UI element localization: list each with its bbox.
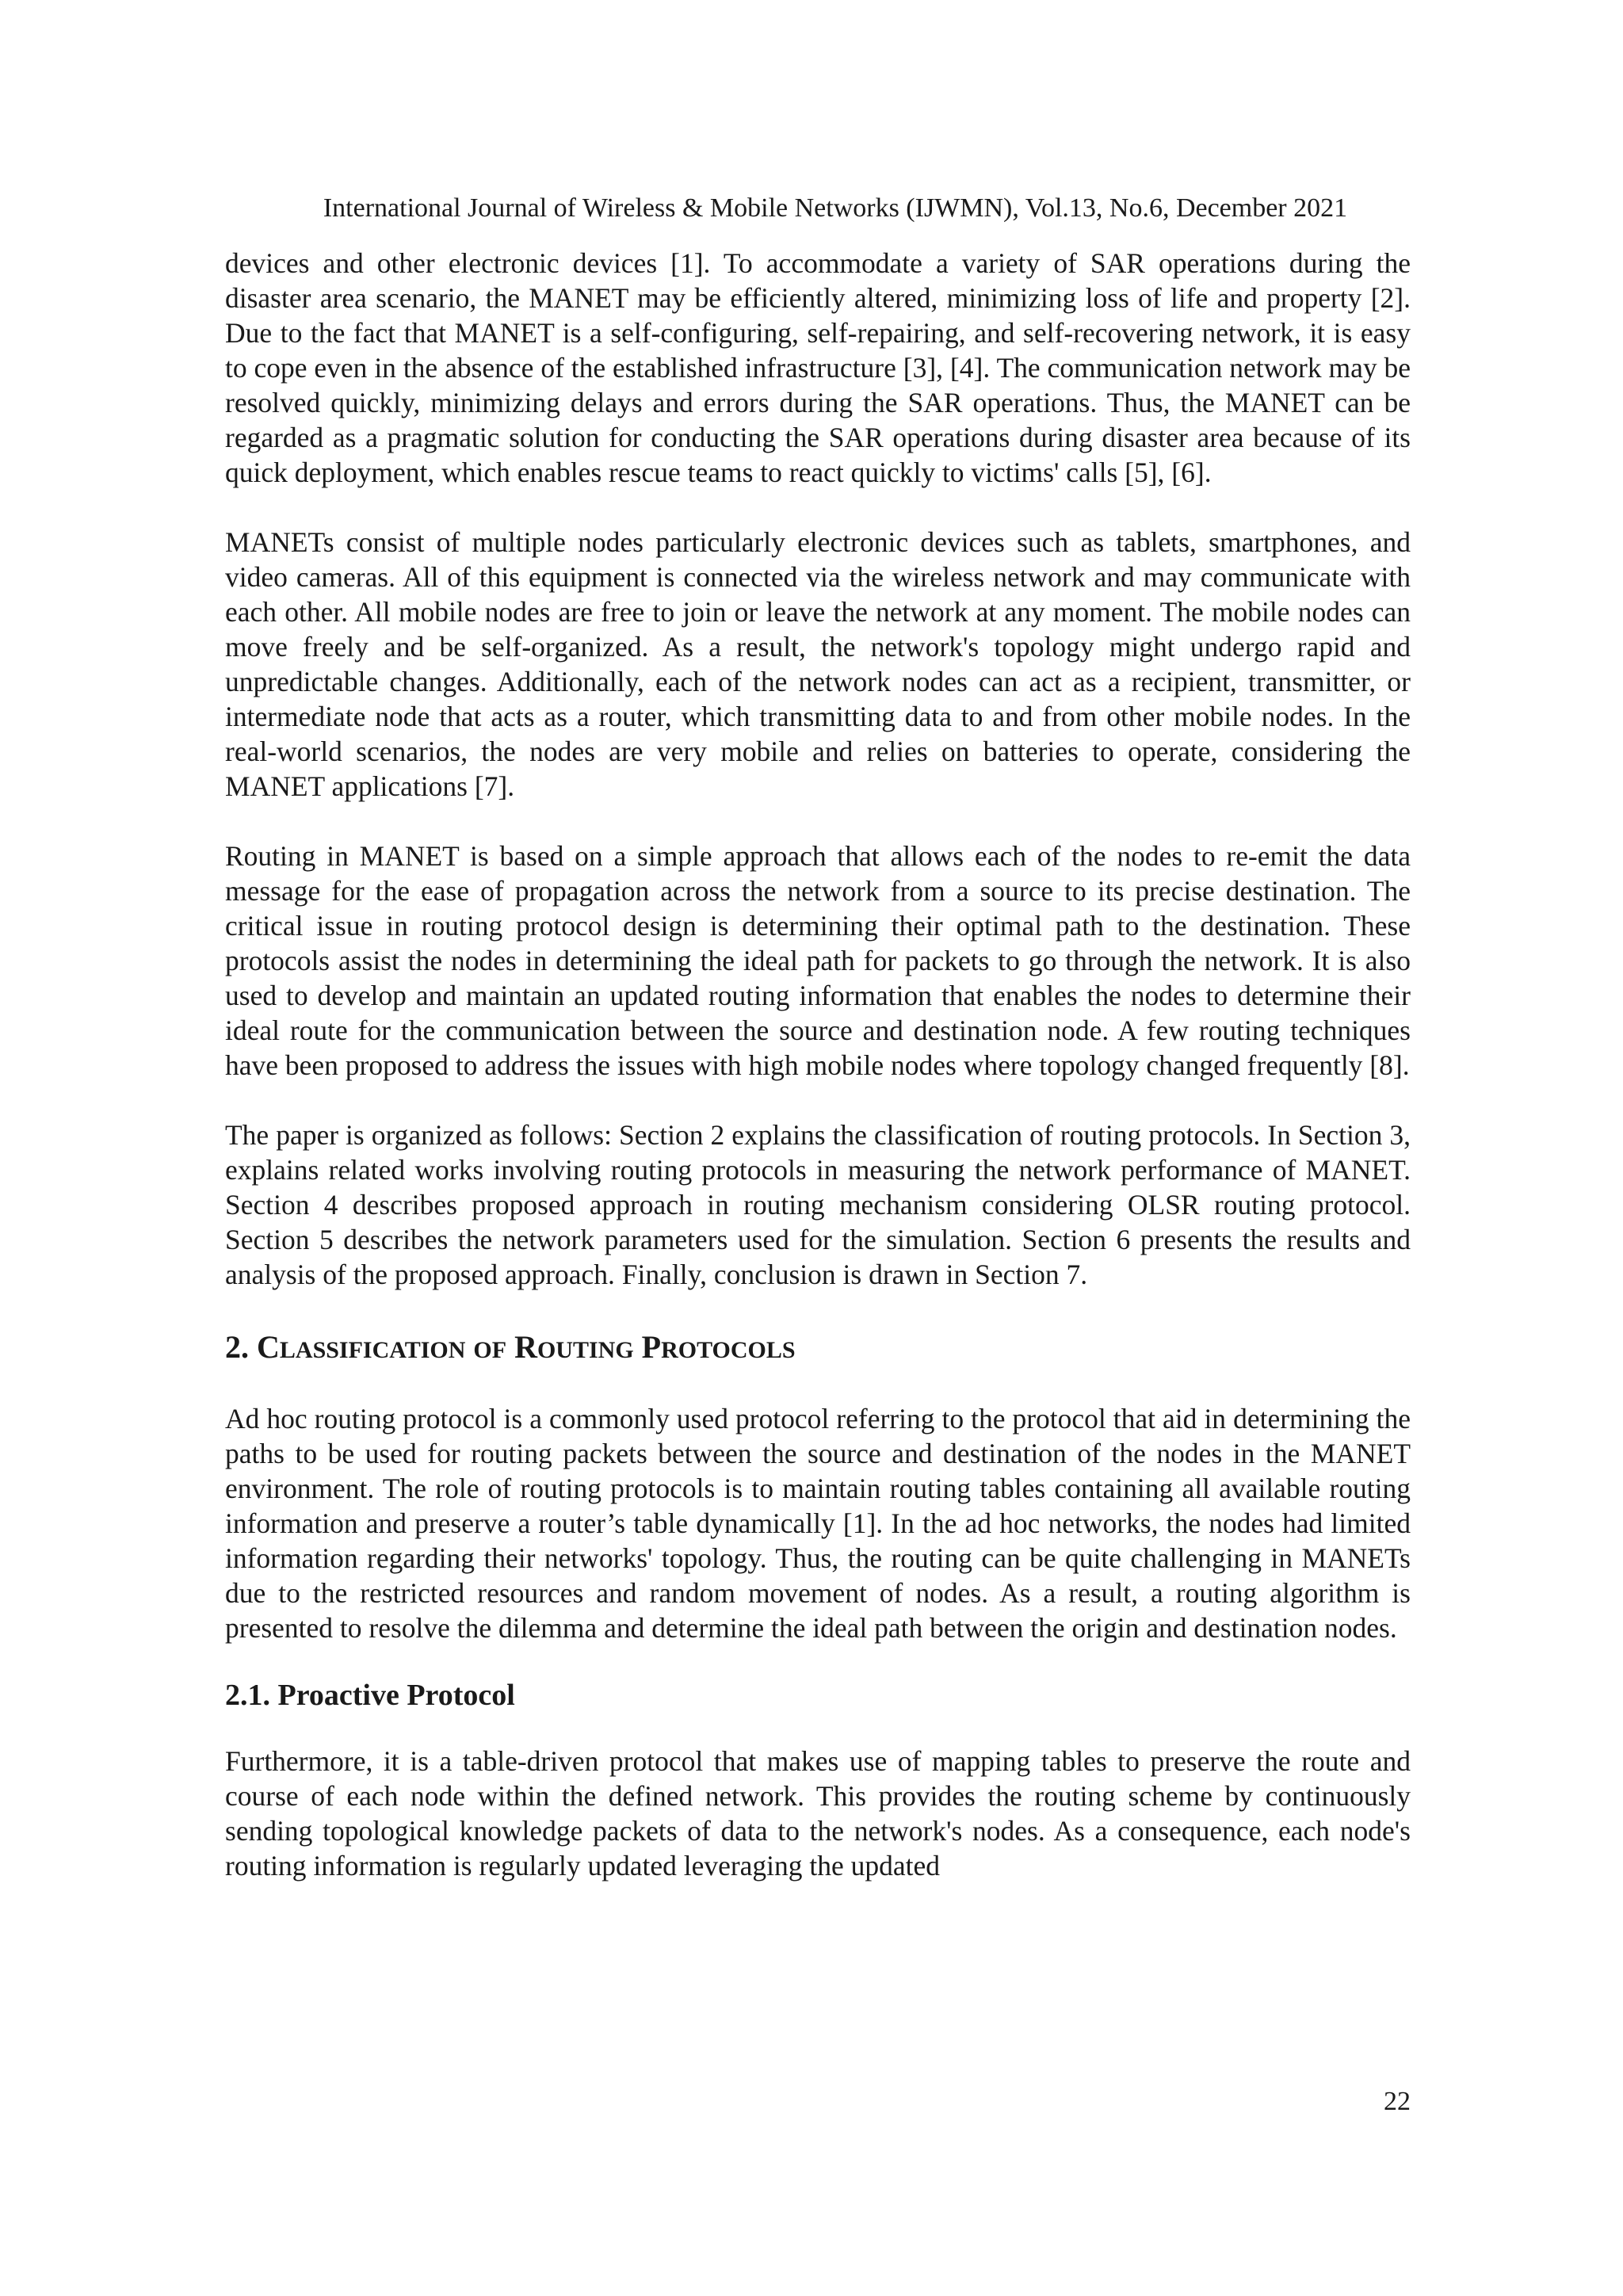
section-title-word-3-initial: R [514,1329,537,1365]
section-title-word-4-rest: ROTOCOLS [661,1337,796,1363]
running-header: International Journal of Wireless & Mobile Networks (IJWMN), Vol.13, No.6, December 2021 [323,193,1348,223]
section-title-word-1-rest: LASSIFICATION [279,1337,466,1363]
paragraph-paper-organization: The paper is organized as follows: Section 2 explains the classification of routing protocols. In Section 3, explains related works involving routing protocols in measuring the network performance of MANET. Section 4 describes proposed approach in routing mechanism considering OLSR routing protocol. Section 5 describes the network parameters used for the simulation. Section 6 presents the results and analysis of the proposed approach. Finally, conclusion is drawn in Section 7. [225,1119,1411,1290]
section-title-word-4-initial: P [641,1329,662,1365]
paragraph-sar-operations: devices and other electronic devices [1]. To accommodate a variety of SAR operations during the disaster area scenario, the MANET may be efficiently altered, minimizing loss of life and property [2]. Due to the fact that MANET is a self-configuring, self-repairing, and self-recovering network, it is easy to cope even in the absence of the established infrastructure [3], [4]. The communication network may be resolved quickly, minimizing delays and errors during the SAR operations. Thus, the MANET can be regarded as a pragmatic solution for conducting the SAR operations during disaster area because of its quick deployment, which enables rescue teams to react quickly to victims' calls [5], [6]. [225,247,1411,488]
paragraph-manet-nodes: MANETs consist of multiple nodes particularly electronic devices such as tablets, smartphones, and video cameras. All of this equipment is connected via the wireless network and may communicate with each other. All mobile nodes are free to join or leave the network at any moment. The mobile nodes can move freely and be self-organized. As a result, the network's topology might undergo rapid and unpredictable changes. Additionally, each of the network nodes can act as a recipient, transmitter, or intermediate node that acts as a router, which transmitting data to and from other mobile nodes. In the real-world scenarios, the nodes are very mobile and relies on batteries to operate, considering the MANET applications [7]. [225,526,1411,802]
paragraph-ad-hoc-routing: Ad hoc routing protocol is a commonly used protocol referring to the protocol that aid in determining the paths to be used for routing packets between the source and destination of the nodes in the MANET environment. The role of routing protocols is to maintain routing tables containing all available routing information and preserve a router’s table dynamically [1]. In the ad hoc networks, the nodes had limited information regarding their networks' topology. Thus, the routing can be quite challenging in MANETs due to the restricted resources and random movement of nodes. As a result, a routing algorithm is presented to resolve the dilemma and determine the ideal path between the origin and destination nodes. [225,1403,1411,1644]
paragraph-proactive-protocol: Furthermore, it is a table-driven protocol that makes use of mapping tables to preserve the route and course of each node within the defined network. This provides the routing scheme by continuously sending topological knowledge packets of data to the network's nodes. As a consequence, each node's routing information is regularly updated leveraging the updated [225,1745,1411,1881]
page-number: 22 [1384,2087,1411,2116]
body-content [225,246,1411,1883]
section-title-word-2: OF [473,1337,507,1363]
section-number: 2. [225,1329,249,1365]
section-title-word-3-rest: OUTING [537,1337,634,1363]
section-title-word-1-initial: C [257,1329,280,1365]
subsection-heading-proactive: 2.1. Proactive Protocol [225,1679,515,1712]
paragraph-routing-in-manet: Routing in MANET is based on a simple approach that allows each of the nodes to re-emit the data message for the ease of propagation across the network from a source to its precise destination. The critical issue in routing protocol design is determining their optimal path to the destination. These protocols assist the nodes in determining the ideal path for packets to go through the network. It is also used to develop and maintain an updated routing information that enables the nodes to determine their ideal route for the communication between the source and destination node. A few routing techniques have been proposed to address the issues with high mobile nodes where topology changed frequently [8]. [225,840,1411,1081]
section-heading-classification [225,1328,1411,1370]
